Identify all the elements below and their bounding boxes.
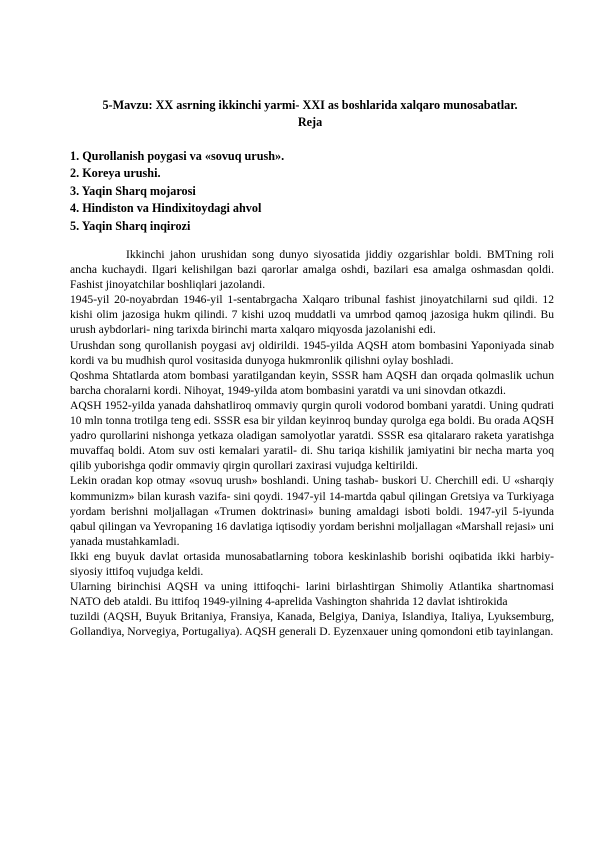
document-title: 5-Mavzu: XX asrning ikkinchi yarmi- XXI as boshlarida xalqaro munosabatlar. (102, 98, 518, 112)
plan-item: 2. Koreya urushi. (70, 166, 161, 181)
plan-item: 4. Hindiston va Hindixitoydagi ahvol (70, 201, 262, 216)
body-text (70, 247, 554, 639)
plan-list (70, 148, 284, 235)
plan-item: 1. Qurollanish poygasi va «sovuq urush». (70, 149, 285, 163)
paragraph: Qoshma Shtatlarda atom bombasi yaratilgandan keyin, SSSR ham AQSH dan orqada qolmaslik uchun barcha choralarni kordi. Nihoyat, 1949-yilda atom bombasini yaratdi va uni sinovdan otkazdi. (70, 368, 554, 397)
document-subtitle: Reja (297, 115, 323, 129)
paragraph: tuzildi (AQSH, Buyuk Britaniya, Fransiya, Kanada, Belgiya, Daniya, Islandiya, Italiya, Lyuksemburg, Gollandiya, Norvegiya, Portugaliya). AQSH generali D. Eyzenxauer uning qomondoni etib tayinlangan. (70, 610, 554, 639)
paragraph: AQSH 1952-yilda yanada dahshatliroq ommaviy qurgin quroli vodorod bombani yaratdi. Uning qudrati 10 mln tonna trotilga teng edi. SSSR esa bir yildan keyinroq bunday qurolga ega boldi. Bu orada AQSH yadro qurollarini nishonga yetkaza oladigan samolyotlar yaratdi. SSSR esa qitalararo raketa yaratishga muvaffaq boldi. Atom suv osti kemalari yaratil- di. Shu tariqa kishilik jamiyatini bir necha marta yoq qilib yuborishga qodir ommaviy qirgin qurollari zaxirasi vujudga keltirildi. (70, 398, 554, 473)
paragraph: Ikki eng buyuk davlat ortasida munosabatlarning tobora keskinlashib borishi oqibatida ikki harbiy- siyosiy ittifoq vujudga keldi. (70, 549, 554, 578)
paragraph: 1945-yil 20-noyabrdan 1946-yil 1-sentabrgacha Xalqaro tribunal fashist jinoyatchilarni sud qildi. 12 kishi olim jazosiga hukm qilindi. 7 kishi uzoq muddatli va umrbod qamoq jazosiga hukm qilindi. Bu urush aybdorlari- ning tarixda birinchi marta xalqaro miqyosda jazolanishi edi. (70, 293, 554, 337)
paragraph: Lekin oradan kop otmay «sovuq urush» boshlandi. Uning tashab- buskori U. Cherchill edi. U «sharqiy kommunizm» bilan kurash vazifa- sini qoydi. 1947-yil 14-martda qabul qilingan Gretsiya va Turkiyaga yordam berishni moljallagan «Trumen doktrinasi» buning amaldagi isboti boldi. 1947-yil 5-iyunda qabul qilingan va Yevropaning 16 davlatiga iqtisodiy yordam berishni moljallagan «Marshall rejasi» uni yanada mustahkamladi. (70, 474, 554, 548)
plan-item: 3. Yaqin Sharq mojarosi (70, 183, 196, 198)
paragraph: Ikkinchi jahon urushidan song dunyo siyosatida jiddiy ozgarishlar boldi. BMTning roli ancha kuchaydi. Ilgari kelishilgan bazi qarorlar amalga oshdi, bazilari esa amalga oshmasdan qoldi. Fashist jinoyatchilar boshliqlari jazolandi. (70, 248, 554, 292)
paragraph: Ularning birinchisi AQSH va uning ittifoqchi- larini birlashtirgan Shimoliy Atlantika shartnomasi NATO deb ataldi. Bu ittifoq 1949-yilning 4-aprelida Vashington shahrida 12 davlat ishtirokida (70, 580, 554, 609)
paragraph: Urushdan song qurollanish poygasi avj oldirildi. 1945-yilda AQSH atom bombasini Yaponiyada sinab kordi va bu mudhish qurol vositasida dunyoga hukmronlik qilishni oylay boshladi. (70, 338, 554, 367)
plan-item: 5. Yaqin Sharq inqirozi (70, 218, 191, 233)
